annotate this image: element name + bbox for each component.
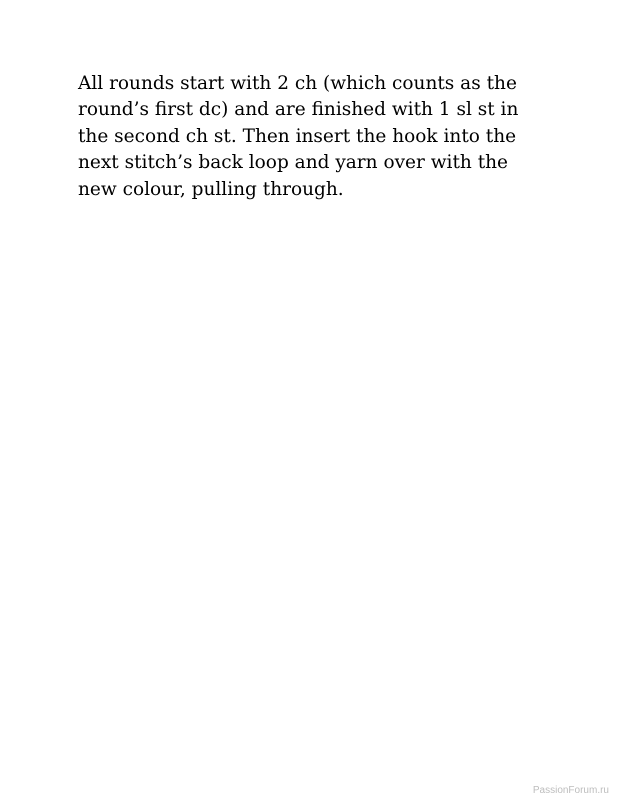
site-watermark: PassionForum.ru — [532, 785, 609, 796]
paragraph-line-4: next stitch’s back loop and yarn over with the — [78, 152, 508, 174]
instruction-paragraph — [78, 71, 538, 203]
paragraph-line-5: new colour, pulling through. — [78, 178, 344, 200]
paragraph-line-2: round’s first dc) and are finished with 1 sl st in — [78, 99, 519, 121]
paragraph-line-3: the second ch st. Then insert the hook into the — [78, 125, 517, 147]
paragraph-line-1: All rounds start with 2 ch (which counts as the — [78, 73, 517, 94]
